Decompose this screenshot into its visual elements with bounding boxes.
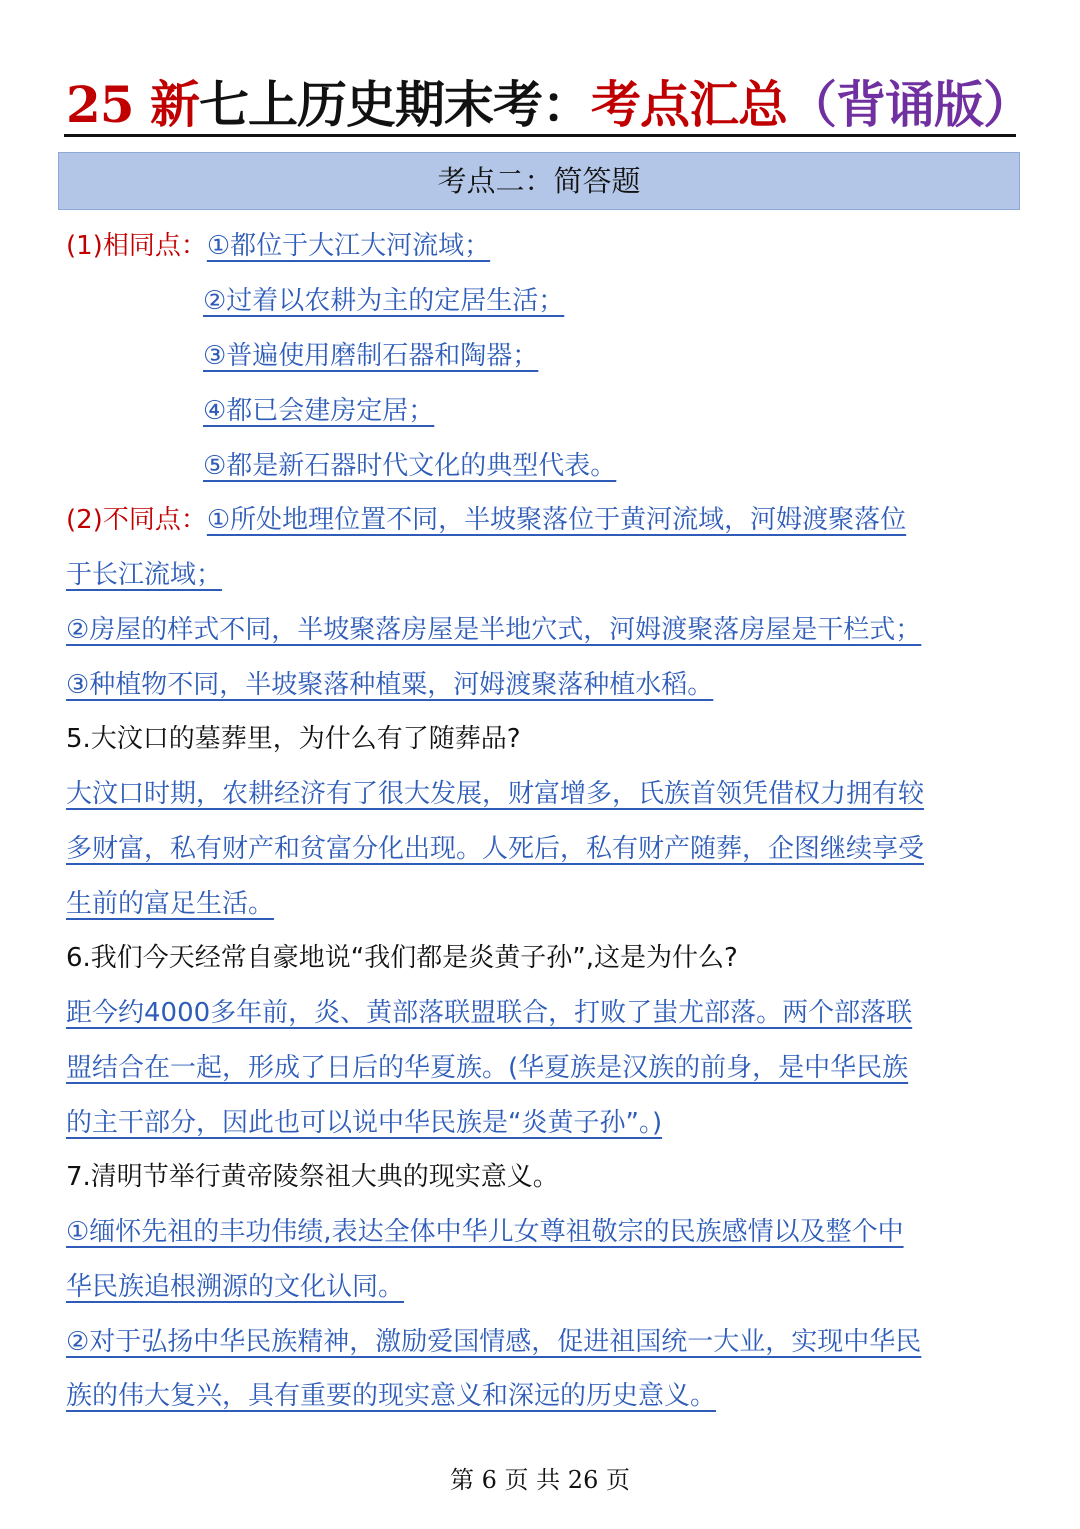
answer-6-line: 距今约4000多年前，炎、黄部落联盟联合，打败了蚩尤部落。两个部落联 [66, 998, 913, 1028]
answer-5-line: 大汶口时期，农耕经济有了很大发展，财富增多，氏族首领凭借权力拥有较 [66, 779, 925, 809]
answer-5-line: 生前的富足生活。 [66, 889, 275, 919]
same-points-label: (1)相同点： [66, 231, 207, 261]
answer-7-line: 族的伟大复兴，具有重要的现实意义和深远的历史意义。 [66, 1381, 717, 1411]
title-part-version: （背诵版） [787, 75, 1032, 134]
answer-6-line: 盟结合在一起，形成了日后的华夏族。(华夏族是汉族的前身，是中华民族 [66, 1053, 909, 1083]
title-part-subject: 七上历史期末考： [199, 75, 591, 134]
same-point-item: ④都已会建房定居； [203, 396, 435, 426]
title-divider [64, 134, 1016, 137]
title-part-summary: 考点汇总 [591, 75, 787, 134]
page-title [66, 72, 1032, 138]
question-7: 7.清明节举行黄帝陵祭祖大典的现实意义。 [66, 1162, 559, 1192]
diff-point-line: 于长江流域； [66, 560, 223, 590]
answer-7-line: ②对于弘扬中华民族精神，激励爱国情感，促进祖国统一大业，实现中华民 [66, 1327, 922, 1357]
question-6: 6.我们今天经常自豪地说“我们都是炎黄子孙”,这是为什么? [66, 943, 738, 973]
answer-6-line: 的主干部分，因此也可以说中华民族是“炎黄子孙”。) [66, 1108, 663, 1138]
question-5: 5.大汶口的墓葬里，为什么有了随葬品? [66, 724, 521, 754]
same-point-item: ③普遍使用磨制石器和陶器； [203, 341, 539, 371]
diff-point-line: ③种植物不同，半坡聚落种植粟，河姆渡聚落种植水稻。 [66, 670, 714, 700]
same-point-item: ②过着以农耕为主的定居生活； [203, 286, 565, 316]
section-header: 考点二：简答题 [58, 152, 1020, 210]
diff-point-line: ①所处地理位置不同，半坡聚落位于黄河流域，河姆渡聚落位 [206, 505, 907, 535]
same-point-item: ①都位于大江大河流域； [206, 231, 491, 261]
diff-points-label: (2)不同点： [66, 505, 207, 535]
same-points-row [66, 224, 507, 268]
page-number: 第 6 页 共 26 页 [450, 1466, 630, 1494]
diff-points-row [66, 498, 906, 542]
diff-point-line: ②房屋的样式不同，半坡聚落房屋是半地穴式，河姆渡聚落房屋是干栏式； [66, 615, 922, 645]
title-part-grade: 25 新 [66, 75, 199, 134]
answer-7-line: 华民族追根溯源的文化认同。 [66, 1272, 405, 1302]
answer-7-line: ①缅怀先祖的丰功伟绩,表达全体中华儿女尊祖敬宗的民族感情以及整个中 [66, 1217, 904, 1247]
same-point-item: ⑤都是新石器时代文化的典型代表。 [203, 451, 617, 481]
answer-5-line: 多财富，私有财产和贫富分化出现。人死后，私有财产随葬，企图继续享受 [66, 834, 925, 864]
